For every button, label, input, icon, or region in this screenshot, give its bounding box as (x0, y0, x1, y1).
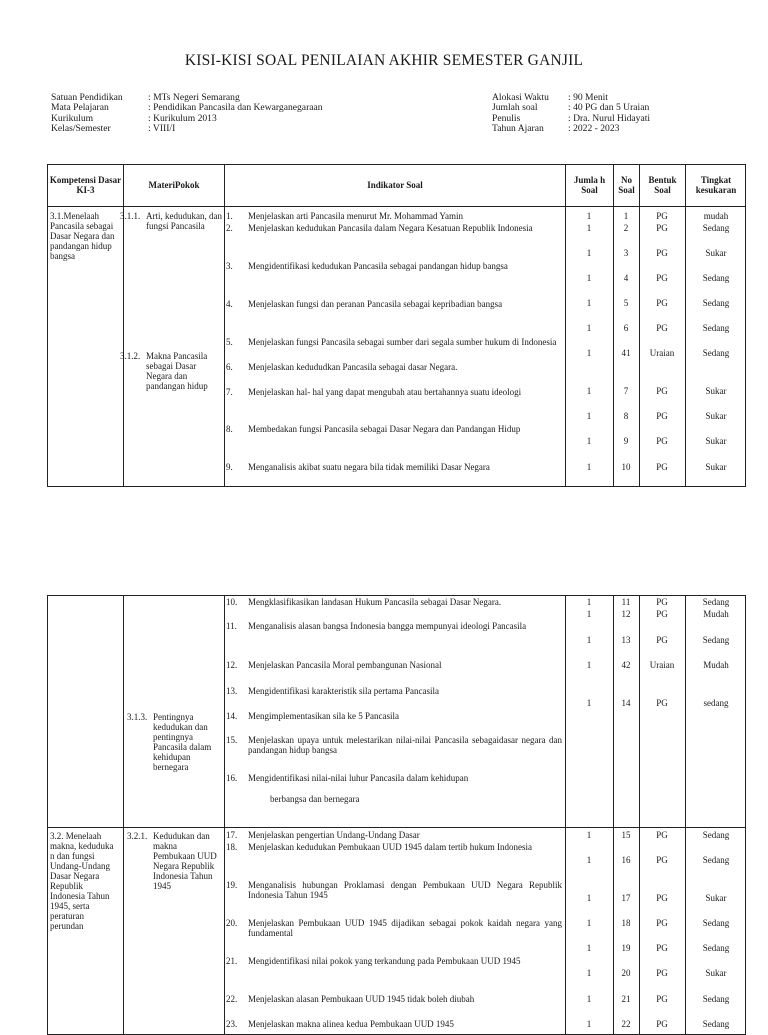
indicator-item (226, 918, 562, 938)
indicator-item (226, 735, 562, 755)
tingkat-cell: Sukar (705, 462, 727, 472)
meta-key: Penulis (492, 112, 521, 124)
column-divider (565, 596, 566, 1034)
indicator-number: 13. (226, 686, 238, 696)
no-cell: 7 (623, 386, 629, 396)
jumlah-cell: 1 (586, 211, 592, 221)
jumlah-cell: 1 (586, 273, 592, 283)
meta-value: : MTs Negeri Semarang (148, 92, 240, 103)
meta-value: : 2022 - 2023 (568, 123, 620, 135)
indicator-text: Menjelaskan alasan Pembukaan UUD 1945 tidak boleh diubah (248, 994, 475, 1004)
indicator-text: Menjelaskan kedudukan Pancasila dalam Negara Kesatuan Republik Indonesia (248, 223, 533, 233)
indicator-text: Mengidentifikasi nilai pokok yang terkandung pada Pembukaan UUD 1945 (248, 956, 521, 966)
tingkat-cell: Sukar (705, 436, 727, 446)
jumlah-cell: 1 (586, 855, 592, 865)
indicator-item (226, 956, 562, 966)
jumlah-cell: 1 (586, 298, 592, 308)
bentuk-cell: PG (656, 411, 668, 421)
bentuk-cell: PG (656, 830, 668, 840)
indicator-item (226, 337, 562, 347)
meta-value: : Pendidikan Pancasila dan Kewarganegaraan (148, 102, 323, 114)
no-cell: 3 (623, 248, 629, 258)
tingkat-cell: Sedang (702, 943, 730, 953)
header-indikator: Indikator Soal (367, 180, 423, 190)
tingkat-cell: Sukar (705, 893, 727, 903)
header-bentuk: Bentuk Soal (648, 175, 677, 195)
indicator-number: 11. (226, 621, 237, 631)
indicator-item (226, 994, 562, 1004)
tingkat-cell: Sukar (705, 411, 727, 421)
tingkat-cell: Sedang (702, 223, 730, 233)
indicator-text: Menjelaskan pengertian Undang-Undang Dasar (248, 830, 420, 840)
meta-key: Jumlah soal (492, 102, 538, 114)
meta-right (492, 93, 650, 135)
indicator-number: 2. (226, 223, 233, 233)
column-divider (224, 165, 225, 486)
jumlah-cell: 1 (586, 411, 592, 421)
tingkat-cell: Mudah (703, 660, 729, 670)
jumlah-cell: 1 (586, 348, 592, 358)
indicator-text: Mengidentifikasi kedudukan Pancasila sebagai pandangan hidup bangsa (248, 261, 508, 271)
jumlah-cell: 1 (586, 943, 592, 953)
column-divider (565, 165, 566, 486)
header-no: No Soal (618, 175, 635, 195)
indicator-number: 15. (226, 735, 238, 745)
indicator-item (226, 597, 562, 607)
bentuk-cell: PG (656, 635, 668, 645)
jumlah-cell: 1 (586, 918, 592, 928)
materi-text: Pentingnya kedudukan dan pentingnya Pancasila dalam kehidupan bernegara (153, 712, 212, 772)
no-cell: 42 (621, 660, 631, 670)
jumlah-cell: 1 (586, 830, 592, 840)
indicator-text: Menjelaskan kedudukan Pembukaan UUD 1945 dalam tertib hukum Indonesia (248, 842, 532, 852)
bentuk-cell: PG (656, 462, 668, 472)
bentuk-cell: PG (656, 918, 668, 928)
indicator-text: Menjelaskan Pancasila Moral pembangunan Nasional (248, 660, 442, 670)
materi-text: Arti, kedudukan, dan fungsi Pancasila (146, 211, 222, 231)
indicator-number: 5. (226, 337, 233, 347)
bentuk-cell: PG (656, 211, 668, 221)
indicator-item (226, 387, 562, 397)
kd-3-2: 3.2. Menelaah makna, keduduka n dan fungsi Undang-Undang Dasar Negara Republik Indonesia Tahun 1945, serta peraturan perundan (50, 831, 114, 931)
indicator-number: 8. (226, 424, 233, 434)
tingkat-cell: Sedang (702, 597, 730, 607)
jumlah-cell: 1 (586, 223, 592, 233)
indicator-number: 19. (226, 880, 238, 890)
bentuk-cell: PG (656, 1019, 668, 1029)
no-cell: 8 (623, 411, 629, 421)
indicator-text: Mengidentifikasi nilai-nilai luhur Pancasila dalam kehidupan (248, 773, 469, 783)
bentuk-cell: Uraian (649, 348, 675, 358)
bentuk-cell: PG (656, 994, 668, 1004)
indicator-text: Menjelaskan kedududkan Pancasila sebagai dasar Negara. (248, 362, 458, 372)
indicator-number: 4. (226, 299, 233, 309)
materi-number: 3.1.3. (127, 712, 148, 722)
indicator-item (226, 794, 562, 804)
indicator-item (226, 830, 562, 840)
tingkat-cell: Sedang (702, 918, 730, 928)
indicator-number: 23. (226, 1019, 238, 1029)
bentuk-cell: PG (656, 943, 668, 953)
indicator-text: Mengimplementasikan sila ke 5 Pancasila (248, 711, 399, 721)
header-jumlah: Jumla h Soal (573, 175, 606, 195)
indicator-item (226, 261, 562, 271)
jumlah-cell: 1 (586, 609, 592, 619)
indicator-number: 9. (226, 462, 233, 472)
header-tingkat: Tingkat kesukaran (695, 175, 737, 195)
header-materi: MateriPokok (148, 180, 200, 190)
indicator-number: 1. (226, 211, 233, 221)
column-divider (224, 596, 225, 1034)
meta-value: : 90 Menit (568, 92, 608, 103)
tingkat-cell: Sedang (702, 1019, 730, 1029)
indicator-number: 3. (226, 261, 233, 271)
materi-number: 3.1.1. (120, 211, 141, 221)
tingkat-cell: Sedang (702, 994, 730, 1004)
indicator-text: Menganalisis akibat suatu negara bila tidak memiliki Dasar Negara (248, 462, 490, 472)
bentuk-cell: PG (656, 323, 668, 333)
jumlah-cell: 1 (586, 323, 592, 333)
indicator-text: Mengklasifikasikan landasan Hukum Pancasila sebagai Dasar Negara. (248, 597, 502, 607)
jumlah-cell: 1 (586, 1019, 592, 1029)
bentuk-cell: PG (656, 893, 668, 903)
meta-value: : Kurikulum 2013 (148, 112, 217, 124)
tingkat-cell: Sedang (702, 273, 730, 283)
row-divider (48, 827, 745, 828)
tingkat-cell: Sedang (702, 298, 730, 308)
jumlah-cell: 1 (586, 248, 592, 258)
no-cell: 18 (621, 918, 631, 928)
no-cell: 5 (623, 298, 629, 308)
materi-number: 3.2.1. (127, 831, 148, 841)
indicator-number: 6. (226, 362, 233, 372)
indicator-item (226, 462, 562, 472)
no-cell: 1 (623, 211, 629, 221)
meta-key: Kelas/Semester (51, 123, 111, 135)
grid-table-1 (47, 164, 746, 487)
bentuk-cell: PG (656, 698, 668, 708)
grid-table-2 (47, 595, 746, 1035)
no-cell: 4 (623, 273, 629, 283)
indicator-text: Membedakan fungsi Pancasila sebagai Dasar Negara dan Pandangan Hidup (248, 424, 521, 434)
indicator-number: 18. (226, 842, 238, 852)
kd-3-1: 3.1.Menelaah Pancasila sebagai Dasar Negara dan pandangan hidup bangsa (50, 211, 115, 261)
header-divider (48, 206, 745, 207)
meta-value: : VIII/I (148, 123, 176, 135)
indicator-text: berbangsa dan bernegara (270, 794, 360, 804)
header-kd: Kompetensi Dasar KI-3 (49, 175, 122, 195)
indicator-item (226, 842, 562, 852)
jumlah-cell: 1 (586, 436, 592, 446)
bentuk-cell: PG (656, 223, 668, 233)
indicator-item (226, 711, 562, 721)
indicator-text: Menganalisis alasan bangsa Indonesia bangga mempunyai ideologi Pancasila (248, 621, 527, 631)
indicator-item (226, 621, 562, 631)
indicator-item (226, 223, 562, 233)
indicator-number: 7. (226, 387, 233, 397)
bentuk-cell: PG (656, 609, 668, 619)
no-cell: 15 (621, 830, 631, 840)
indicator-text: Menjelaskan upaya untuk melestarikan nilai-nilai Pancasila sebagaidasar negara dan pandangan hidup bangsa (248, 735, 562, 755)
bentuk-cell: PG (656, 298, 668, 308)
materi-item (127, 831, 224, 891)
bentuk-cell: PG (656, 855, 668, 865)
indicator-item (226, 299, 562, 309)
tingkat-cell: Sedang (702, 830, 730, 840)
materi-item (127, 712, 224, 772)
meta-left (51, 93, 323, 135)
no-cell: 9 (623, 436, 629, 446)
tingkat-cell: Sukar (705, 386, 727, 396)
meta-key: Alokasi Waktu (492, 92, 549, 103)
indicator-number: 16. (226, 773, 238, 783)
indicator-item (226, 660, 562, 670)
bentuk-cell: PG (656, 436, 668, 446)
meta-key: Mata Pelajaran (51, 102, 109, 114)
jumlah-cell: 1 (586, 893, 592, 903)
no-cell: 11 (621, 597, 631, 607)
indicator-text: Menjelaskan makna alinea kedua Pembukaan UUD 1945 (248, 1019, 454, 1029)
indicator-item (226, 362, 562, 372)
indicator-text: Menjelaskan arti Pancasila menurut Mr. Mohammad Yamin (248, 211, 463, 221)
column-divider (123, 596, 124, 1034)
indicator-text: Menjelaskan Pembukaan UUD 1945 dijadikan sebagai pokok kaidah negara yang fundamental (248, 918, 562, 938)
bentuk-cell: PG (656, 968, 668, 978)
indicator-text: Menjelaskan hal- hal yang dapat mengubah atau bertahannya suatu ideologi (248, 387, 522, 397)
meta-value: : Dra. Nurul Hidayati (568, 112, 651, 124)
indicator-number: 14. (226, 711, 238, 721)
no-cell: 14 (621, 698, 631, 708)
jumlah-cell: 1 (586, 968, 592, 978)
materi-item (120, 351, 224, 391)
indicator-item (226, 773, 562, 783)
indicator-item (226, 424, 562, 434)
jumlah-cell: 1 (586, 597, 592, 607)
jumlah-cell: 1 (586, 635, 592, 645)
indicator-item (226, 686, 562, 696)
indicator-number: 12. (226, 660, 238, 670)
no-cell: 41 (621, 348, 631, 358)
jumlah-cell: 1 (586, 386, 592, 396)
indicator-number: 10. (226, 597, 238, 607)
no-cell: 17 (621, 893, 631, 903)
no-cell: 12 (621, 609, 631, 619)
tingkat-cell: Sedang (702, 635, 730, 645)
indicator-item (226, 880, 562, 900)
no-cell: 10 (621, 462, 631, 472)
materi-number: 3.1.2. (120, 351, 141, 361)
tingkat-cell: Sedang (702, 855, 730, 865)
no-cell: 22 (621, 1019, 631, 1029)
meta-key: Tahun Ajaran (492, 123, 544, 135)
meta-value: : 40 PG dan 5 Uraian (568, 102, 650, 114)
tingkat-cell: Sedang (702, 323, 730, 333)
indicator-number: 20. (226, 918, 238, 928)
no-cell: 6 (623, 323, 629, 333)
bentuk-cell: PG (656, 248, 668, 258)
materi-text: Makna Pancasila sebagai Dasar Negara dan pandangan hidup (146, 351, 208, 391)
no-cell: 21 (621, 994, 631, 1004)
indicator-text: Mengidentifikasi karakteristik sila pertama Pancasila (248, 686, 439, 696)
tingkat-cell: Mudah (703, 609, 729, 619)
indicator-item (226, 1019, 562, 1029)
jumlah-cell: 1 (586, 462, 592, 472)
bentuk-cell: PG (656, 386, 668, 396)
indicator-number: 22. (226, 994, 238, 1004)
materi-text: Kedudukan dan makna Pembukaan UUD Negara Republik Indonesia Tahun 1945 (153, 831, 217, 891)
no-cell: 20 (621, 968, 631, 978)
tingkat-cell: sedang (703, 698, 729, 708)
jumlah-cell: 1 (586, 660, 592, 670)
bentuk-cell: PG (656, 597, 668, 607)
tingkat-cell: Sedang (702, 348, 730, 358)
bentuk-cell: Uraian (649, 660, 675, 670)
tingkat-cell: Sukar (705, 968, 727, 978)
no-cell: 13 (621, 635, 631, 645)
meta-row (51, 124, 323, 134)
indicator-item (226, 211, 562, 221)
meta-key: Kurikulum (51, 112, 94, 124)
jumlah-cell: 1 (586, 698, 592, 708)
meta-key: Satuan Pendidikan (51, 92, 123, 103)
no-cell: 19 (621, 943, 631, 953)
meta-row (492, 124, 650, 134)
tingkat-cell: mudah (703, 211, 729, 221)
no-cell: 16 (621, 855, 631, 865)
tingkat-cell: Sukar (705, 248, 727, 258)
indicator-number: 21. (226, 956, 238, 966)
page-title: KISI-KISI SOAL PENILAIAN AKHIR SEMESTER GANJIL (184, 52, 584, 69)
materi-item (120, 211, 224, 231)
indicator-text: Menganalisis hubungan Proklamasi dengan Pembukaan UUD Negara Republik Indonesia Tahun 1945 (248, 880, 562, 900)
indicator-number: 17. (226, 830, 238, 840)
bentuk-cell: PG (656, 273, 668, 283)
no-cell: 2 (623, 223, 629, 233)
jumlah-cell: 1 (586, 994, 592, 1004)
indicator-text: Menjelaskan fungsi Pancasila sebagai sumber dari segala sumber hukum di Indonesia (248, 337, 557, 347)
indicator-text: Menjelaskan fungsi dan peranan Pancasila sebagai kepribadian bangsa (248, 299, 503, 309)
